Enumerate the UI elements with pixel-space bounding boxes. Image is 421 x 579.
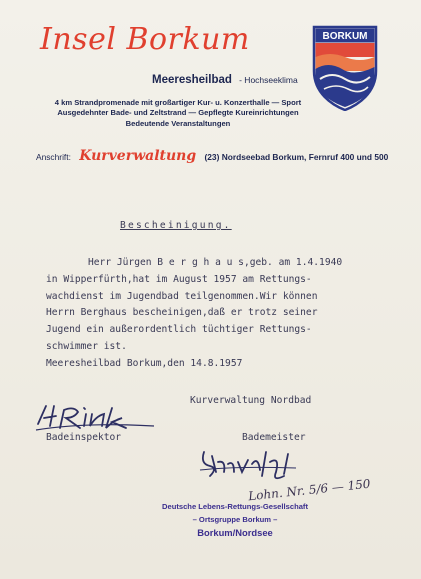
address-details: (23) Nordseebad Borkum, Fernruf 400 und 500 <box>204 152 389 162</box>
letterhead-features <box>38 98 318 129</box>
letterhead-address <box>36 148 388 164</box>
brand-subtitle <box>152 74 298 86</box>
document-title: Bescheinigung. <box>120 220 232 231</box>
body-line: Jugend ein außerordentlich tüchtiger Rettungs- <box>46 324 312 336</box>
body-line: Meeresheilbad Borkum,den 14.8.1957 <box>46 357 243 369</box>
body-line: Herr Jürgen B e r g h a u s,geb. am 1.4.1940 <box>88 257 343 268</box>
certificate-body <box>46 255 342 373</box>
subtitle-climate: - Hochseeklima <box>239 75 298 85</box>
address-label: Anschrift: <box>36 152 71 162</box>
body-line: wachdienst im Jugendbad teilgenommen.Wir können <box>46 290 318 302</box>
dlrg-stamp <box>150 502 320 538</box>
address-name: Kurverwaltung <box>79 148 197 164</box>
subtitle-main: Meeresheilbad <box>152 74 232 86</box>
handwritten-note: Lohn. Nr. 5/6 — 150 <box>247 476 372 504</box>
signoff-organization: Kurverwaltung Nordbad <box>190 395 312 406</box>
stamp-line-1: Deutsche Lebens-Rettungs-Gesellschaft <box>161 502 308 511</box>
signature-inspector-icon <box>34 400 174 436</box>
body-line: in Wipperfürth,hat im August 1957 am Rettungs- <box>46 273 312 285</box>
feature-line: 4 km Strandpromenade mit großartiger Kur- u. Konzerthalle — Sport <box>54 98 302 107</box>
role-badeinspektor: Badeinspektor <box>46 432 122 443</box>
body-line: Herrn Berghaus bescheinigen,daß er trotz seiner <box>46 307 318 319</box>
crest-label: BORKUM <box>322 31 368 42</box>
feature-line: Bedeutende Veranstaltungen <box>125 118 231 128</box>
stamp-line-2: – Ortsgruppe Borkum – <box>192 515 278 524</box>
feature-line: Ausgedehnter Bade- und Zeltstrand — Gepflegte Kureinrichtungen <box>57 108 299 118</box>
body-line: schwimmer ist. <box>46 340 127 352</box>
brand-title: Insel Borkum <box>40 22 250 57</box>
stamp-line-3: Borkum/Nordsee <box>197 527 273 538</box>
role-bademeister: Bademeister <box>242 432 306 443</box>
borkum-crest-icon <box>312 25 378 111</box>
signature-lifeguard-icon <box>196 442 306 482</box>
